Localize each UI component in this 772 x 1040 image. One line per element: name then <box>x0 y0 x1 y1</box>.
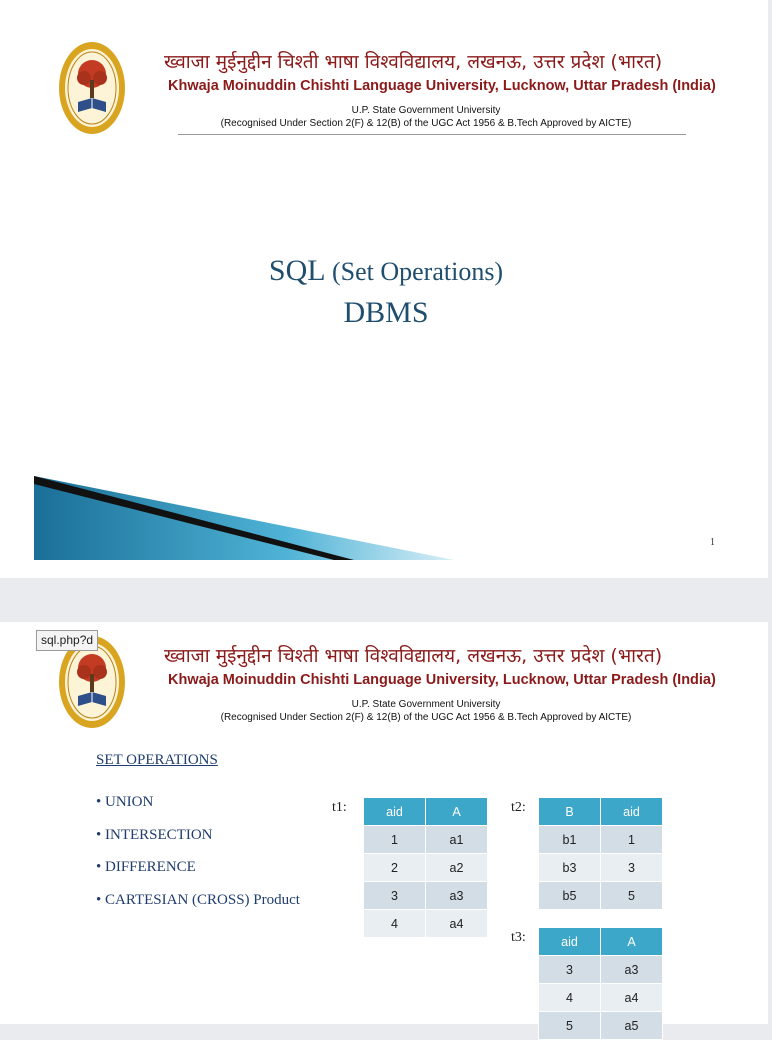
table-cell: 5 <box>601 882 663 910</box>
table-row <box>364 854 488 882</box>
table-row <box>539 854 663 882</box>
table-cell: 4 <box>539 984 601 1012</box>
table-row <box>539 1012 663 1040</box>
table-cell: 3 <box>539 956 601 984</box>
slide-title <box>0 254 772 288</box>
t1-label: t1: <box>332 800 347 815</box>
list-item: • UNION <box>96 794 154 810</box>
table-row <box>364 826 488 854</box>
table-cell: 5 <box>539 1012 601 1040</box>
column-header: A <box>426 798 488 826</box>
university-name-hindi: ख्वाजा मुईनुद्दीन चिश्ती भाषा विश्वविद्यालय, लखनऊ, उत्तर प्रदेश (भारत) <box>164 51 663 73</box>
title-paren: (Set Operations) <box>331 257 504 286</box>
column-header: A <box>601 928 663 956</box>
table-cell: a3 <box>426 882 488 910</box>
table-cell: 4 <box>364 910 426 938</box>
table-row <box>539 882 663 910</box>
table-cell: 1 <box>364 826 426 854</box>
decorative-wedge <box>34 476 454 560</box>
column-header: aid <box>539 928 601 956</box>
t2-label: t2: <box>511 800 526 815</box>
list-item: • DIFFERENCE <box>96 859 196 875</box>
university-name-english: Khwaja Moinuddin Chishti Language University, Lucknow, Uttar Pradesh (India) <box>168 78 716 94</box>
list-item: • CARTESIAN (CROSS) Product <box>96 891 300 908</box>
table-t3 <box>538 927 663 1040</box>
table-cell: a1 <box>426 826 488 854</box>
university-subtitle: U.P. State Government University <box>351 105 501 116</box>
url-tooltip: sql.php?d <box>36 630 98 651</box>
table-cell: a5 <box>601 1012 663 1040</box>
university-header <box>38 632 728 736</box>
university-subtitle: U.P. State Government University <box>351 699 501 710</box>
slide-2 <box>0 622 768 1033</box>
t3-label: t3: <box>511 930 526 945</box>
table-cell: a4 <box>426 910 488 938</box>
table-cell: a3 <box>601 956 663 984</box>
page-number: 1 <box>710 537 715 548</box>
table-t1 <box>363 797 488 938</box>
university-recognition: (Recognised Under Section 2(F) & 12(B) of the UGC Act 1956 & B.Tech Approved by AICTE) <box>220 712 632 723</box>
university-header <box>38 38 728 142</box>
table-t2 <box>538 797 663 910</box>
header-divider <box>178 134 686 135</box>
table-row <box>539 826 663 854</box>
section-title: SET OPERATIONS <box>96 752 218 768</box>
title-main: SQL <box>268 254 325 287</box>
column-header: aid <box>364 798 426 826</box>
column-header: B <box>539 798 601 826</box>
table-cell: a4 <box>601 984 663 1012</box>
table-cell: 2 <box>364 854 426 882</box>
university-recognition: (Recognised Under Section 2(F) & 12(B) of the UGC Act 1956 & B.Tech Approved by AICTE) <box>220 118 632 129</box>
table-cell: b3 <box>539 854 601 882</box>
table-row <box>364 882 488 910</box>
table-row <box>364 910 488 938</box>
column-header: aid <box>601 798 663 826</box>
table-cell: 1 <box>601 826 663 854</box>
list-item: • INTERSECTION <box>96 826 213 843</box>
university-name-hindi: ख्वाजा मुईनुद्दीन चिश्ती भाषा विश्वविद्यालय, लखनऊ, उत्तर प्रदेश (भारत) <box>164 645 663 667</box>
operations-list <box>96 794 300 924</box>
slide-subtitle: DBMS <box>343 296 429 329</box>
university-name-english: Khwaja Moinuddin Chishti Language University, Lucknow, Uttar Pradesh (India) <box>168 672 716 688</box>
table-cell: a2 <box>426 854 488 882</box>
table-row <box>539 956 663 984</box>
table-cell: b1 <box>539 826 601 854</box>
table-row <box>539 984 663 1012</box>
table-cell: b5 <box>539 882 601 910</box>
table-cell: 3 <box>601 854 663 882</box>
table-cell: 3 <box>364 882 426 910</box>
university-logo-icon <box>58 40 126 136</box>
